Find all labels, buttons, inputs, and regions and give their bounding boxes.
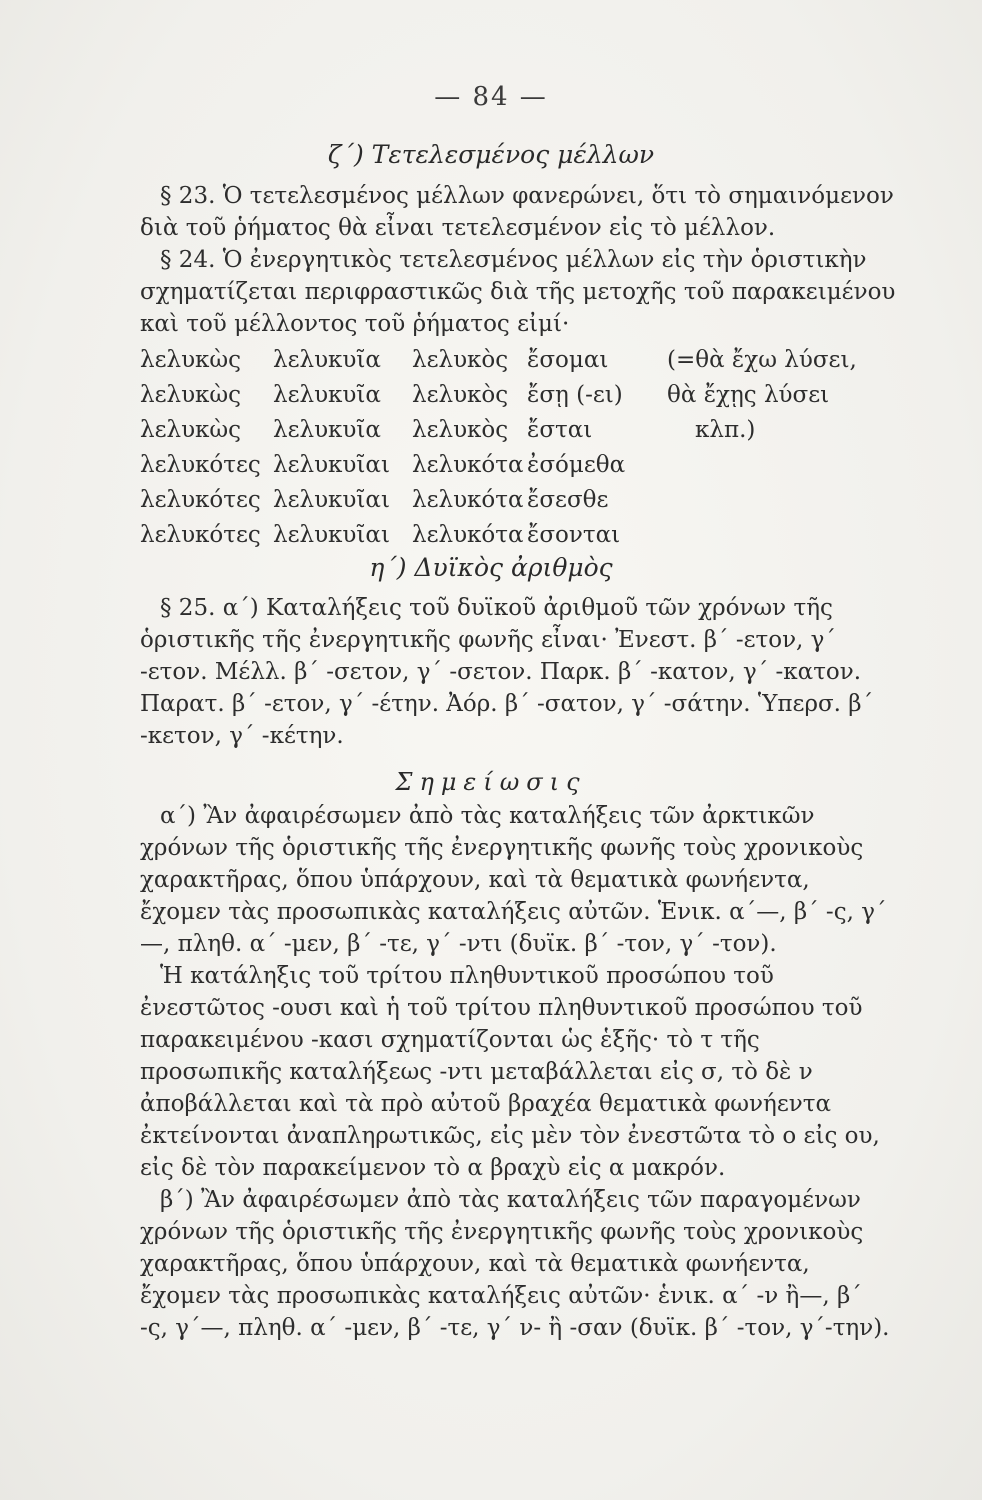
conj-cell: ἐσόμεθα xyxy=(527,452,626,478)
conj-cell: λελυκότες xyxy=(140,487,261,513)
conj-cell: ἔσομαι xyxy=(527,347,609,373)
conj-cell: ἔσεσθε xyxy=(527,487,609,513)
conj-cell: λελυκυῖαι xyxy=(273,487,390,513)
note-paragraph-c: β΄) Ἂν ἀφαιρέσωμεν ἀπὸ τὰς καταλήξεις τῶν παραγομένων χρόνων τῆς ὁριστικῆς τῆς ἐνεργητικῆς φωνῆς τοὺς χρονικοὺς χαρακτῆρας, ὅπου ὑπάρχουν, καὶ τὰ θεματικὰ φωνήεντα, ἔχομεν τὰς προσωπικὰς καταλήξεις αὐτῶν· ἑνικ. α΄ -ν ἢ—, β΄ -ς, γ΄—, πληθ. α΄ -μεν, β΄ -τε, γ΄ ν- ἢ -σαν (δυϊκ. β΄ -τον, γ΄-την). xyxy=(140,1187,890,1341)
conj-cell: λελυκυῖαι xyxy=(273,452,390,478)
section-eta-body xyxy=(140,592,896,752)
note-paragraph-a: α΄) Ἂν ἀφαιρέσωμεν ἀπὸ τὰς καταλήξεις τῶν ἀρκτικῶν χρόνων τῆς ὁριστικῆς τῆς ἐνεργητικῆς φωνῆς τοὺς χρονικοὺς χαρακτῆρας, ὅπου ὑπάρχουν, καὶ τὰ θεματικὰ φωνήεντα, ἔχομεν τὰς προσωπικὰς καταλήξεις αὐτῶν. Ἑνικ. α΄—, β΄ -ς, γ΄—, πληθ. α΄ -μεν, β΄ -τε, γ΄ -ντι (δυϊκ. β΄ -τον, γ΄ -τον). xyxy=(140,803,887,957)
paragraph-25: § 25. α΄) Καταλήξεις τοῦ δυϊκοῦ ἀριθμοῦ τῶν χρόνων τῆς ὁριστικῆς τῆς ἐνεργητικῆς φωνῆς εἶναι· Ἐνεστ. β΄ -ετον, γ΄ -ετον. Μέλλ. β΄ -σετον, γ΄ -σετον. Παρκ. β΄ -κατον, γ΄ -κατον. Παρατ. β΄ -ετον, γ΄ -έτην. Ἀόρ. β΄ -σατον, γ΄ -σάτην. Ὑπερσ. β΄ -κετον, γ΄ -κέτην. xyxy=(140,595,874,749)
conj-cell: λελυκὸς xyxy=(412,417,509,443)
conj-cell: λελυκυῖαι xyxy=(273,522,390,548)
paragraph-24: § 24. Ὁ ἐνεργητικὸς τετελεσμένος μέλλων εἰς τὴν ὁριστικὴν σχηματίζεται περιφραστικῶς διὰ τῆς μετοχῆς τοῦ παρακειμένου καὶ τοῦ μέλλοντος τοῦ ῥήματος εἰμί· xyxy=(140,247,896,337)
conj-cell: λελυκότες xyxy=(140,522,261,548)
conj-cell: λελυκυῖα xyxy=(273,417,381,443)
note-paragraph-b: Ἡ κατάληξις τοῦ τρίτου πληθυντικοῦ προσώπου τοῦ ἐνεστῶτος -ουσι καὶ ἡ τοῦ τρίτου πληθυντικοῦ προσώπου τοῦ παρακειμένου -κασι σχηματίζονται ὡς ἑξῆς· τὸ τ τῆς προσωπικῆς καταλήξεως -ντι μεταβάλλεται εἰς σ, τὸ δὲ ν ἀποβάλλεται καὶ τὰ πρὸ αὐτοῦ βραχέα θεματικὰ φωνήεντα ἐκτείνονται ἀναπληρωτικῶς, εἰς μὲν τὸν ἐνεστῶτα τὸ ο εἰς ου, εἰς δὲ τὸν παρακείμενον τὸ α βραχὺ εἰς α μακρόν. xyxy=(140,963,880,1181)
conj-cell: λελυκὸς xyxy=(412,382,509,408)
notes-body xyxy=(140,800,896,1344)
conj-cell: λελυκότα xyxy=(412,452,524,478)
notes-heading: Σημείωσις xyxy=(395,768,587,796)
section-heading-zeta: ζ΄) Τετελεσμένος μέλλων xyxy=(327,140,655,169)
conj-cell: λελυκὼς xyxy=(140,382,242,408)
section-zeta-body xyxy=(140,180,896,340)
section-heading-eta: η΄) Δυϊκὸς ἀριθμὸς xyxy=(369,553,613,582)
conj-cell: λελυκυῖα xyxy=(273,347,381,373)
conj-cell: (=θὰ ἔχω λύσει, xyxy=(667,347,857,373)
conj-cell: ἔσονται xyxy=(527,522,621,548)
conj-cell: λελυκότες xyxy=(140,452,261,478)
conj-cell: ἔσται xyxy=(527,417,593,443)
conj-cell: λελυκότα xyxy=(412,487,524,513)
conj-cell: λελυκυῖα xyxy=(273,382,381,408)
conj-cell: θὰ ἔχῃς λύσει xyxy=(667,382,830,408)
page-number: — 84 — xyxy=(434,82,548,112)
paragraph-23: § 23. Ὁ τετελεσμένος μέλλων φανερώνει, ὅτι τὸ σημαινόμενον διὰ τοῦ ῥήματος θὰ εἶναι τετελεσμένον εἰς τὸ μέλλον. xyxy=(140,183,894,241)
conj-cell: ἔσῃ (-ει) xyxy=(527,382,623,408)
conj-cell: λελυκὸς xyxy=(412,347,509,373)
conj-cell: λελυκὼς xyxy=(140,417,242,443)
conj-cell: λελυκὼς xyxy=(140,347,242,373)
conj-cell: κλπ.) xyxy=(695,417,756,443)
conj-cell: λελυκότα xyxy=(412,522,524,548)
